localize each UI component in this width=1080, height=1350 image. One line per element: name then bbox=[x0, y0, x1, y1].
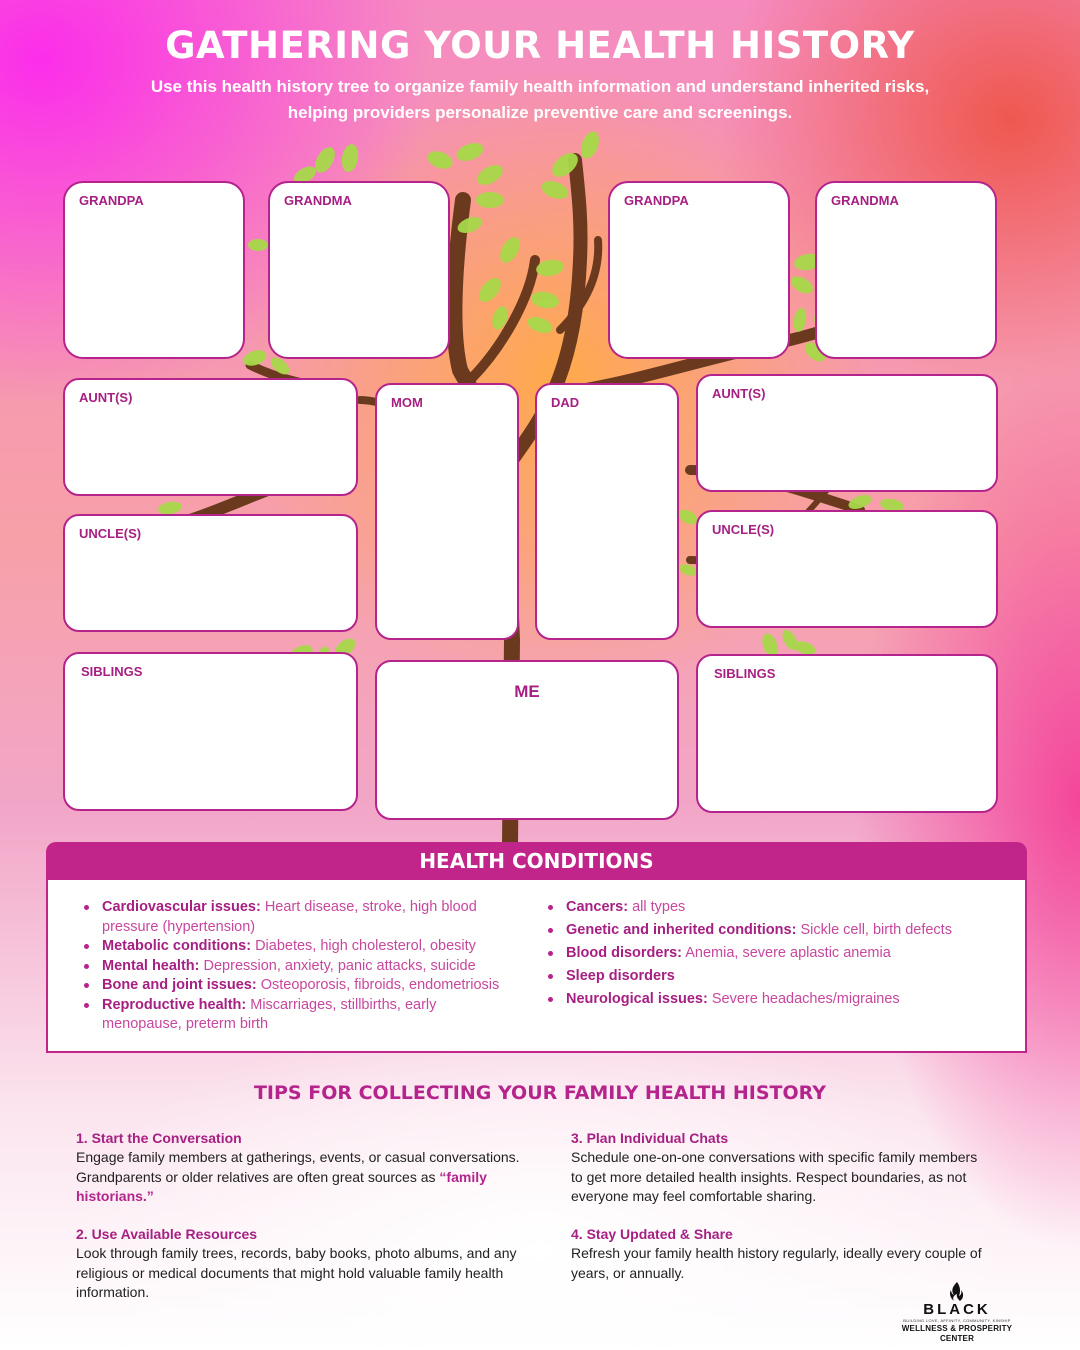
me-box[interactable] bbox=[375, 660, 679, 820]
aunts-right-box[interactable] bbox=[696, 374, 998, 492]
grandma-left-label: GRANDMA bbox=[284, 193, 352, 208]
tip-heading: 2. Use Available Resources bbox=[76, 1226, 258, 1242]
health-conditions-panel bbox=[46, 880, 1027, 1053]
grandma-right-label: GRANDMA bbox=[831, 193, 899, 208]
grandpa-right-label: GRANDPA bbox=[624, 193, 689, 208]
condition-item: Sleep disorders bbox=[546, 967, 1006, 987]
tip-2 bbox=[76, 1225, 536, 1303]
grandpa-right-box[interactable] bbox=[608, 181, 790, 359]
uncles-right-label: UNCLE(S) bbox=[712, 522, 775, 537]
aunts-left-box[interactable] bbox=[63, 378, 358, 496]
tip-4 bbox=[571, 1225, 1011, 1283]
condition-item: Genetic and inherited conditions: Sickle cell, birth defects bbox=[546, 921, 1006, 941]
condition-item: Neurological issues: Severe headaches/migraines bbox=[546, 990, 1006, 1010]
condition-item: Reproductive health: Miscarriages, stillbirths, early menopause, preterm birth bbox=[82, 996, 502, 1035]
siblings-right-box[interactable] bbox=[696, 654, 998, 813]
uncles-left-label: UNCLE(S) bbox=[79, 526, 142, 541]
uncles-right-box[interactable] bbox=[696, 510, 998, 628]
health-conditions-title: HEALTH CONDITIONS bbox=[46, 842, 1027, 880]
page-title: GATHERING YOUR HEALTH HISTORY bbox=[165, 24, 915, 67]
mom-label: MOM bbox=[391, 395, 423, 410]
condition-item: Metabolic conditions: Diabetes, high cholesterol, obesity bbox=[82, 937, 502, 957]
dad-label: DAD bbox=[551, 395, 580, 410]
siblings-left-box[interactable] bbox=[63, 652, 358, 811]
tip-body: Refresh your family health history regularly, ideally every couple of years, or annually. bbox=[571, 1245, 982, 1281]
dad-box[interactable] bbox=[535, 383, 679, 640]
condition-item: Mental health: Depression, anxiety, panic attacks, suicide bbox=[82, 957, 502, 977]
tip-heading: 3. Plan Individual Chats bbox=[571, 1130, 729, 1146]
aunts-right-label: AUNT(S) bbox=[712, 386, 766, 401]
tip-1 bbox=[76, 1129, 536, 1207]
tips-title: TIPS FOR COLLECTING YOUR FAMILY HEALTH HISTORY bbox=[253, 1082, 827, 1104]
condition-item: Bone and joint issues: Osteoporosis, fibroids, endometriosis bbox=[82, 976, 502, 996]
conditions-list-left bbox=[82, 898, 502, 1035]
condition-item: Blood disorders: Anemia, severe aplastic anemia bbox=[546, 944, 1006, 964]
tip-heading: 1. Start the Conversation bbox=[76, 1130, 242, 1146]
tip-body: Schedule one-on-one conversations with specific family members to get more detailed health insights. Respect boundaries, as not everyone may feel comfortable sharing. bbox=[571, 1149, 978, 1204]
logo-brand: BLACK bbox=[923, 1301, 991, 1318]
me-label: ME bbox=[514, 682, 540, 701]
grandpa-left-box[interactable] bbox=[63, 181, 245, 359]
grandpa-left-label: GRANDPA bbox=[79, 193, 144, 208]
condition-item: Cancers: all types bbox=[546, 898, 1006, 918]
conditions-list-right bbox=[546, 898, 1006, 1013]
grandma-left-box[interactable] bbox=[268, 181, 450, 359]
tip-heading: 4. Stay Updated & Share bbox=[571, 1226, 733, 1242]
logo-tagline: BUILDING LOVE, AFFINITY, COMMUNITY, KINSHIP bbox=[903, 1318, 1011, 1323]
center-logo bbox=[884, 1282, 1030, 1344]
tip-body: Look through family trees, records, baby books, photo albums, and any religious or medical documents that might hold valuable family health information. bbox=[76, 1245, 517, 1300]
logo-subtitle: WELLNESS & PROSPERITY CENTER bbox=[901, 1324, 1013, 1343]
condition-item: Cardiovascular issues: Heart disease, stroke, high blood pressure (hypertension) bbox=[82, 898, 502, 937]
siblings-right-label: SIBLINGS bbox=[714, 666, 776, 681]
grandma-right-box[interactable] bbox=[815, 181, 997, 359]
uncles-left-box[interactable] bbox=[63, 514, 358, 632]
siblings-left-label: SIBLINGS bbox=[81, 664, 143, 679]
tip-3 bbox=[571, 1129, 981, 1207]
flame-icon bbox=[948, 1282, 966, 1302]
page-subtitle: Use this health history tree to organize family health information and understand inherited risks, helping providers personalize preventive care and screenings. bbox=[150, 77, 930, 122]
tip-body: Engage family members at gatherings, events, or casual conversations. Grandparents or older relatives are often great sources as “family historians.” bbox=[76, 1149, 520, 1204]
mom-box[interactable] bbox=[375, 383, 519, 640]
aunts-left-label: AUNT(S) bbox=[79, 390, 133, 405]
